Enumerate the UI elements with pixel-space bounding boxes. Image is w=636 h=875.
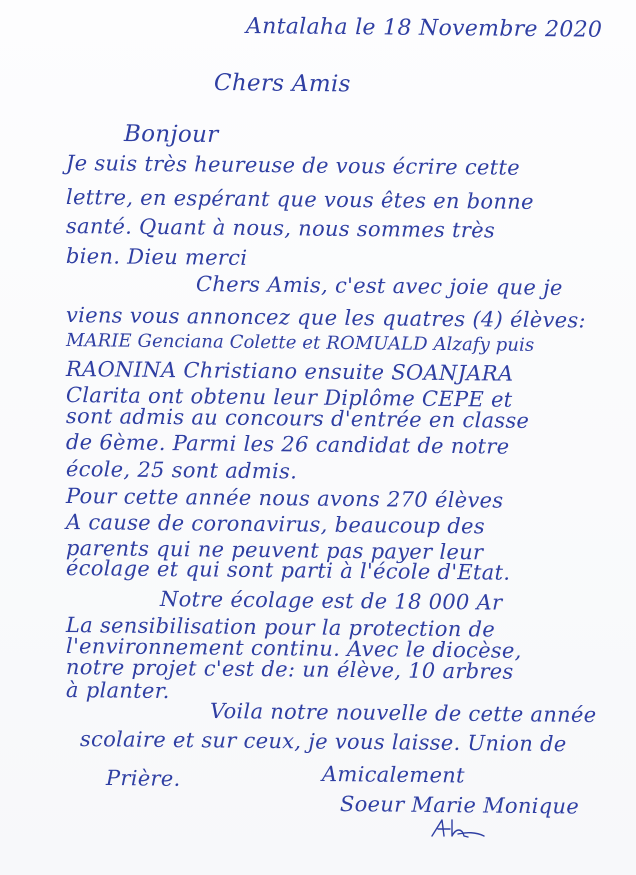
letter-body-line: notre projet c'est de: un élève, 10 arbres bbox=[65, 655, 514, 684]
letter-body-line: Chers Amis, c'est avec joie que je bbox=[195, 272, 563, 300]
letter-body-line: RAONINA Christiano ensuite SOANJARA bbox=[65, 357, 514, 386]
letter-body-line: à planter. bbox=[65, 678, 170, 704]
letter-body-line: de 6ème. Parmi les 26 candidat de notre bbox=[65, 430, 510, 459]
letter-body-line: La sensibilisation pour la protection de bbox=[65, 613, 496, 642]
letter-body-line: scolaire et sur ceux, je vous laisse. Union de bbox=[79, 727, 567, 757]
letter-place-date: Antalaha le 18 Novembre 2020 bbox=[245, 14, 603, 43]
letter-closing: Amicalement bbox=[321, 762, 465, 788]
letter-body-line: Clarita ont obtenu leur Diplôme CEPE et bbox=[65, 383, 513, 412]
letter-body-line: bien. Dieu merci bbox=[65, 244, 248, 270]
letter-greeting: Bonjour bbox=[123, 121, 219, 148]
handwritten-signature bbox=[428, 816, 488, 842]
letter-body-line: l'environnement continu. Avec le diocèse, bbox=[65, 634, 522, 663]
letter-body-line: A cause de coronavirus, beaucoup des bbox=[65, 510, 485, 539]
letter-body-line: MARIE Genciana Colette et ROMUALD Alzafy puis bbox=[65, 330, 535, 356]
letter-body-line: Je suis très heureuse de vous écrire cette bbox=[65, 151, 521, 180]
letter-body-line: Prière. bbox=[105, 766, 181, 791]
letter-body-line: santé. Quant à nous, nous sommes très bbox=[65, 214, 496, 243]
letter-body-line: parents qui ne peuvent pas payer leur bbox=[65, 536, 484, 565]
letter-body-line: école, 25 sont admis. bbox=[65, 457, 298, 484]
letter-body-line: Pour cette année nous avons 270 élèves bbox=[65, 484, 504, 513]
letter-body-line: Notre écolage est de 18 000 Ar bbox=[159, 587, 503, 615]
letter-body-line: viens vous annoncez que les quatres (4) élèves: bbox=[65, 303, 586, 333]
letter-body-line: sont admis au concours d'entrée en classe bbox=[65, 404, 530, 433]
letter-body-line: Voila notre nouvelle de cette année bbox=[209, 699, 597, 728]
letter-body-line: lettre, en espérant que vous êtes en bonne bbox=[65, 185, 534, 214]
letter-body-line: écolage et qui sont parti à l'école d'Etat. bbox=[65, 556, 511, 585]
letter-salutation: Chers Amis bbox=[213, 70, 351, 98]
letter-signed-name: Soeur Marie Monique bbox=[339, 792, 580, 819]
